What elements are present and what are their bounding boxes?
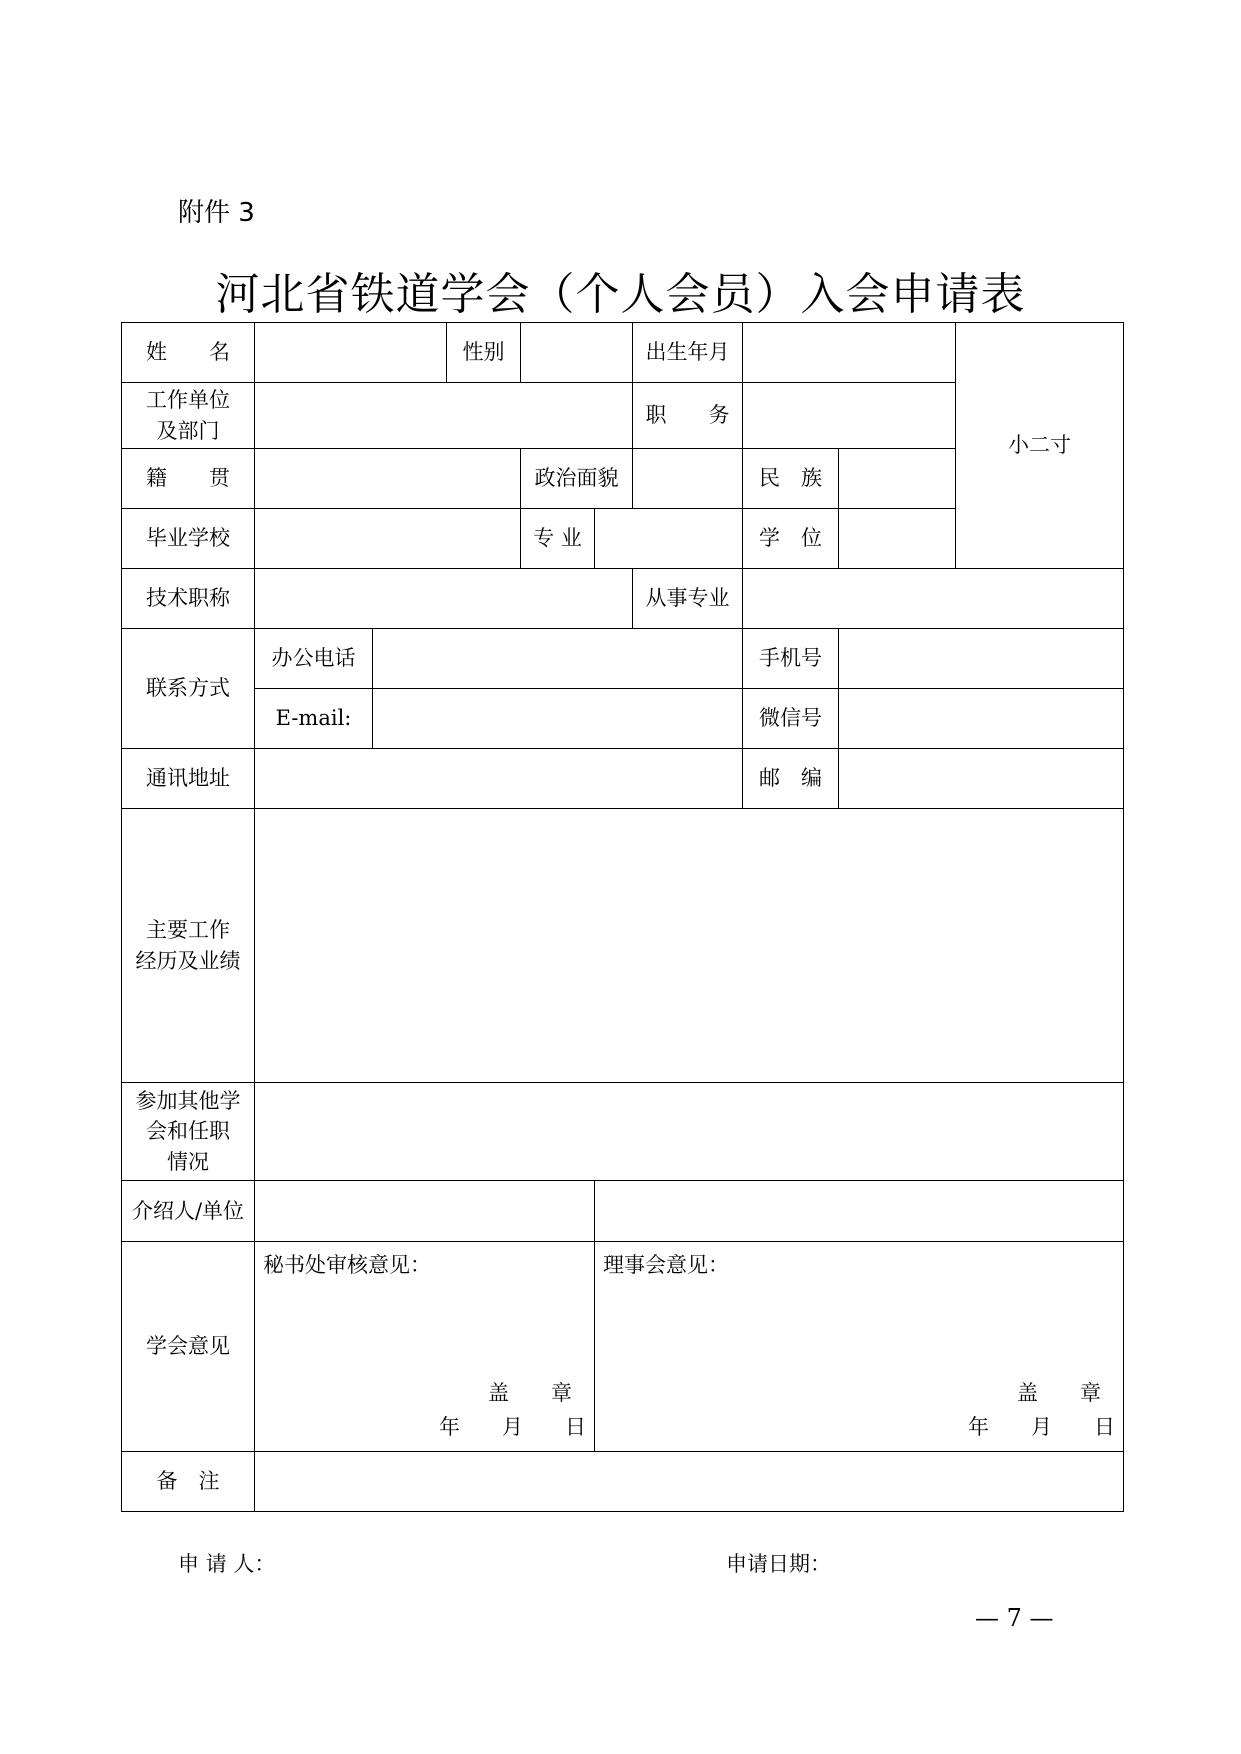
- attachment-label: 附件 3: [178, 198, 255, 228]
- ethnicity-field[interactable]: [839, 449, 956, 509]
- referrer-unit-field[interactable]: [595, 1181, 1124, 1242]
- referrer-label: 介绍人/单位: [122, 1181, 255, 1242]
- profession-field[interactable]: [743, 569, 1124, 629]
- name-field[interactable]: [255, 323, 447, 383]
- council-stamp-label: 盖 章: [1017, 1381, 1101, 1405]
- political-status-label: 政治面貌: [521, 449, 633, 509]
- council-opinion-label: 理事会意见：: [603, 1253, 729, 1277]
- application-form-table: [121, 322, 1124, 1512]
- position-label: 职 务: [633, 383, 743, 449]
- contact-label: 联系方式: [122, 629, 255, 749]
- council-date-label: 年 月 日: [968, 1415, 1115, 1439]
- work-unit-field[interactable]: [255, 383, 633, 449]
- mobile-label: 手机号: [743, 629, 839, 689]
- major-field[interactable]: [595, 509, 743, 569]
- address-field[interactable]: [255, 749, 743, 809]
- email-label: E-mail:: [255, 689, 373, 749]
- photo-placeholder[interactable]: 小二寸: [956, 323, 1124, 569]
- birth-label: 出生年月: [633, 323, 743, 383]
- address-label: 通讯地址: [122, 749, 255, 809]
- secretariat-date-label: 年 月 日: [439, 1415, 586, 1439]
- remarks-field[interactable]: [255, 1452, 1124, 1512]
- graduated-school-field[interactable]: [255, 509, 521, 569]
- other-societies-label: 参加其他学 会和任职 情况: [122, 1083, 255, 1181]
- tech-title-field[interactable]: [255, 569, 633, 629]
- native-place-label: 籍 贯: [122, 449, 255, 509]
- mobile-field[interactable]: [839, 629, 1124, 689]
- remarks-label: 备 注: [122, 1452, 255, 1512]
- email-field[interactable]: [373, 689, 743, 749]
- tech-title-label: 技术职称: [122, 569, 255, 629]
- secretariat-stamp-label: 盖 章: [488, 1381, 572, 1405]
- profession-label: 从事专业: [633, 569, 743, 629]
- office-phone-label: 办公电话: [255, 629, 373, 689]
- secretariat-opinion-label: 秘书处审核意见：: [263, 1253, 431, 1277]
- major-label: 专 业: [521, 509, 595, 569]
- page-number: — 7 —: [975, 1604, 1054, 1632]
- work-unit-label: 工作单位 及部门: [122, 383, 255, 449]
- experience-label: 主要工作 经历及业绩: [122, 809, 255, 1083]
- applicant-label: 申 请 人：: [178, 1552, 276, 1576]
- wechat-field[interactable]: [839, 689, 1124, 749]
- birth-field[interactable]: [743, 323, 956, 383]
- gender-field[interactable]: [521, 323, 633, 383]
- society-opinion-label: 学会意见: [122, 1242, 255, 1452]
- office-phone-field[interactable]: [373, 629, 743, 689]
- referrer-field[interactable]: [255, 1181, 595, 1242]
- council-opinion-box[interactable]: [595, 1242, 1124, 1452]
- gender-label: 性别: [447, 323, 521, 383]
- secretariat-opinion-box[interactable]: [255, 1242, 595, 1452]
- graduated-school-label: 毕业学校: [122, 509, 255, 569]
- name-label: 姓 名: [122, 323, 255, 383]
- native-place-field[interactable]: [255, 449, 521, 509]
- page-title: 河北省铁道学会（个人会员）入会申请表: [215, 269, 1026, 320]
- political-status-field[interactable]: [633, 449, 743, 509]
- position-field[interactable]: [743, 383, 956, 449]
- other-societies-field[interactable]: [255, 1083, 1124, 1181]
- wechat-label: 微信号: [743, 689, 839, 749]
- apply-date-label: 申请日期：: [726, 1552, 831, 1576]
- degree-label: 学 位: [743, 509, 839, 569]
- ethnicity-label: 民 族: [743, 449, 839, 509]
- degree-field[interactable]: [839, 509, 956, 569]
- experience-field[interactable]: [255, 809, 1124, 1083]
- postcode-field[interactable]: [839, 749, 1124, 809]
- postcode-label: 邮 编: [743, 749, 839, 809]
